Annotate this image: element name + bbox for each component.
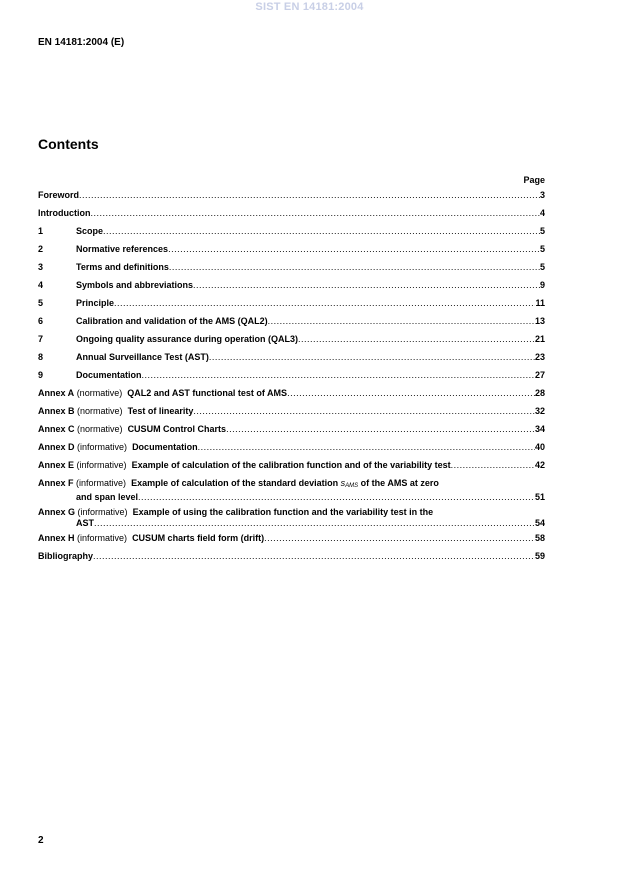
- toc-page-number: 21: [534, 334, 545, 344]
- toc-entry-title: Terms and definitions: [76, 262, 169, 272]
- leader-dots: [287, 388, 535, 399]
- leader-dots: [268, 316, 535, 327]
- annex-title: Documentation: [132, 442, 198, 452]
- annex-label: Annex G: [38, 507, 76, 517]
- toc-entry-clause-6[interactable]: [38, 316, 545, 327]
- leader-dots: [264, 533, 535, 544]
- clause-number: 8: [38, 352, 44, 362]
- toc-entry-title: Normative references: [76, 244, 169, 254]
- toc-entry-title: Ongoing quality assurance during operation (QAL3): [76, 334, 299, 344]
- toc-entry-annex-h[interactable]: [38, 533, 545, 544]
- annex-type: (informative): [76, 478, 127, 488]
- toc-page-number: 23: [534, 352, 545, 362]
- toc-entry-foreword[interactable]: [38, 190, 545, 201]
- toc-page-number: 4: [539, 208, 545, 218]
- leader-dots: [193, 406, 535, 417]
- annex-type: (informative): [77, 533, 128, 543]
- leader-dots: [451, 460, 535, 471]
- toc-page-number: 42: [534, 460, 545, 470]
- leader-dots: [94, 518, 535, 529]
- annex-label: Annex F: [38, 478, 74, 488]
- toc-entry-introduction[interactable]: [38, 208, 545, 219]
- toc-entry-clause-2[interactable]: [38, 244, 545, 255]
- annex-title: Example of calculation of the standard deviation: [131, 478, 339, 488]
- leader-dots: [93, 551, 535, 562]
- toc-page-number: 5: [539, 262, 545, 272]
- annex-label: Annex B: [38, 406, 75, 416]
- toc-entry-bibliography[interactable]: [38, 551, 545, 562]
- toc-entry-title: Introduction: [38, 208, 91, 218]
- annex-label: Annex H: [38, 533, 75, 543]
- leader-dots: [138, 492, 535, 503]
- leader-dots: [193, 280, 540, 291]
- watermark: SIST EN 14181:2004: [255, 1, 364, 13]
- toc-entry-title: [38, 424, 226, 435]
- annex-label: Annex C: [38, 424, 75, 434]
- toc-entry-title: [38, 460, 451, 471]
- toc-page-number: 5: [539, 226, 545, 236]
- page-column-header: Page: [523, 175, 545, 185]
- toc-entry-clause-7[interactable]: [38, 334, 545, 345]
- leader-dots: [114, 298, 535, 309]
- toc-entry-clause-9[interactable]: [38, 370, 545, 381]
- toc-entry-title: Documentation: [76, 370, 142, 380]
- toc-entry-clause-8[interactable]: [38, 352, 545, 363]
- toc-page-number: 3: [539, 190, 545, 200]
- leader-dots: [298, 334, 535, 345]
- toc-page-number: 13: [534, 316, 545, 326]
- toc-entry-title: [38, 388, 287, 399]
- toc-entry-title: Symbols and abbreviations: [76, 280, 194, 290]
- document-id: EN 14181:2004 (E): [38, 37, 125, 48]
- toc-page-number: 40: [534, 442, 545, 452]
- annex-title: QAL2 and AST functional test of AMS: [127, 388, 288, 398]
- clause-number: 3: [38, 262, 44, 272]
- toc-entry-title-line: [38, 507, 545, 518]
- annex-type: (normative): [76, 388, 123, 398]
- toc-entry-title: Principle: [76, 298, 115, 308]
- annex-label: Annex D: [38, 442, 75, 452]
- toc-entry-clause-3[interactable]: [38, 262, 545, 273]
- toc-page-number: 32: [534, 406, 545, 416]
- toc-entry-annex-d[interactable]: [38, 442, 545, 453]
- annex-title: Example of calculation of the calibration function and of the variability test: [131, 460, 451, 470]
- toc-entry-annex-c[interactable]: [38, 424, 545, 435]
- page-number: 2: [38, 835, 44, 846]
- toc-entry-title: Annual Surveillance Test (AST): [76, 352, 209, 362]
- clause-number: 9: [38, 370, 44, 380]
- toc-entry-annex-a[interactable]: [38, 388, 545, 399]
- clause-number: 4: [38, 280, 44, 290]
- annex-type: (normative): [77, 424, 123, 434]
- leader-dots: [103, 226, 540, 237]
- annex-label: Annex E: [38, 460, 75, 470]
- toc-entry-title: Bibliography: [38, 551, 94, 561]
- annex-title: CUSUM charts field form (drift): [132, 533, 265, 543]
- toc-entry-title: [38, 442, 198, 453]
- annex-title-rest: of the AMS at zero: [360, 478, 439, 488]
- toc-entry-clause-1[interactable]: [38, 226, 545, 237]
- leader-dots: [91, 208, 540, 219]
- toc-entry-annex-g[interactable]: [38, 507, 545, 529]
- table-of-contents: [38, 190, 545, 569]
- toc-page-number: 9: [539, 280, 545, 290]
- leader-dots: [226, 424, 535, 435]
- toc-entry-annex-e[interactable]: [38, 460, 545, 471]
- toc-page-number: 51: [534, 492, 545, 502]
- annex-title: Test of linearity: [127, 406, 194, 416]
- annex-label: Annex A: [38, 388, 75, 398]
- toc-entry-title: [38, 533, 264, 544]
- clause-number: 7: [38, 334, 44, 344]
- toc-entry-title: [38, 406, 193, 417]
- annex-title-continuation: AST: [76, 518, 94, 528]
- toc-entry-annex-b[interactable]: [38, 406, 545, 417]
- leader-dots: [168, 244, 540, 255]
- toc-page-number: 11: [535, 298, 545, 308]
- leader-dots: [79, 190, 540, 201]
- annex-type: (informative): [77, 442, 128, 452]
- toc-entry-title: Scope: [76, 226, 104, 236]
- toc-page-number: 27: [534, 370, 545, 380]
- leader-dots: [142, 370, 535, 381]
- toc-entry-title: Foreword: [38, 190, 80, 200]
- annex-title: CUSUM Control Charts: [127, 424, 227, 434]
- toc-page-number: 58: [534, 533, 545, 543]
- annex-title: Example of using the calibration function and the variability test in the: [132, 507, 434, 517]
- annex-type: (informative): [77, 507, 128, 517]
- toc-entry-title: Calibration and validation of the AMS (QAL2): [76, 316, 268, 326]
- page-title: Contents: [38, 136, 99, 152]
- clause-number: 5: [38, 298, 44, 308]
- toc-page-number: 59: [534, 551, 545, 561]
- annex-title-continuation: and span level: [76, 492, 139, 502]
- toc-entry-clause-4[interactable]: [38, 280, 545, 291]
- toc-page-number: 34: [534, 424, 545, 434]
- annex-type: (normative): [77, 406, 123, 416]
- clause-number: 2: [38, 244, 44, 254]
- leader-dots: [169, 262, 540, 273]
- toc-entry-annex-f[interactable]: [38, 478, 545, 503]
- toc-page-number: 54: [534, 518, 545, 528]
- clause-number: 1: [38, 226, 44, 236]
- leader-dots: [209, 352, 535, 363]
- toc-page-number: 28: [534, 388, 545, 398]
- annex-type: (informative): [76, 460, 127, 470]
- leader-dots: [198, 442, 535, 453]
- clause-number: 6: [38, 316, 44, 326]
- toc-entry-title-line: [38, 478, 545, 492]
- toc-entry-clause-5[interactable]: [38, 298, 545, 309]
- symbol-subscript-ams: AMS: [345, 483, 359, 489]
- toc-page-number: 5: [539, 244, 545, 254]
- symbol-s: s: [340, 478, 346, 488]
